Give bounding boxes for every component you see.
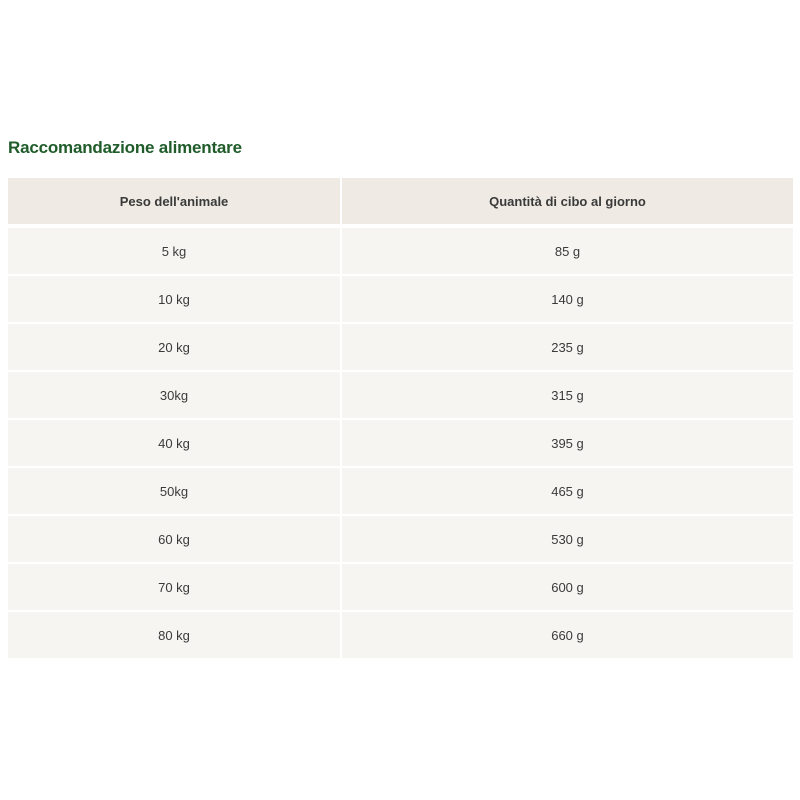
table-row xyxy=(8,370,793,418)
section-title: Raccomandazione alimentare xyxy=(8,138,242,157)
table-row xyxy=(8,322,793,370)
quantity-cell: 660 g xyxy=(340,610,793,658)
weight-cell: 50kg xyxy=(8,466,340,514)
table-row xyxy=(8,514,793,562)
quantity-cell: 600 g xyxy=(340,562,793,610)
table-row xyxy=(8,418,793,466)
table-row xyxy=(8,562,793,610)
quantity-cell: 315 g xyxy=(340,370,793,418)
quantity-cell: 85 g xyxy=(340,226,793,274)
header-animal-weight: Peso dell'animale xyxy=(8,178,340,226)
weight-cell: 70 kg xyxy=(8,562,340,610)
table-row xyxy=(8,610,793,658)
weight-cell: 20 kg xyxy=(8,322,340,370)
header-daily-food-quantity: Quantità di cibo al giorno xyxy=(340,178,793,226)
weight-cell: 5 kg xyxy=(8,226,340,274)
weight-cell: 60 kg xyxy=(8,514,340,562)
feeding-recommendation-table xyxy=(8,178,793,658)
weight-cell: 30kg xyxy=(8,370,340,418)
table-header-row xyxy=(8,178,793,226)
weight-cell: 40 kg xyxy=(8,418,340,466)
quantity-cell: 235 g xyxy=(340,322,793,370)
quantity-cell: 395 g xyxy=(340,418,793,466)
quantity-cell: 465 g xyxy=(340,466,793,514)
quantity-cell: 140 g xyxy=(340,274,793,322)
table-row xyxy=(8,466,793,514)
quantity-cell: 530 g xyxy=(340,514,793,562)
table-row xyxy=(8,274,793,322)
table-row xyxy=(8,226,793,274)
weight-cell: 10 kg xyxy=(8,274,340,322)
weight-cell: 80 kg xyxy=(8,610,340,658)
